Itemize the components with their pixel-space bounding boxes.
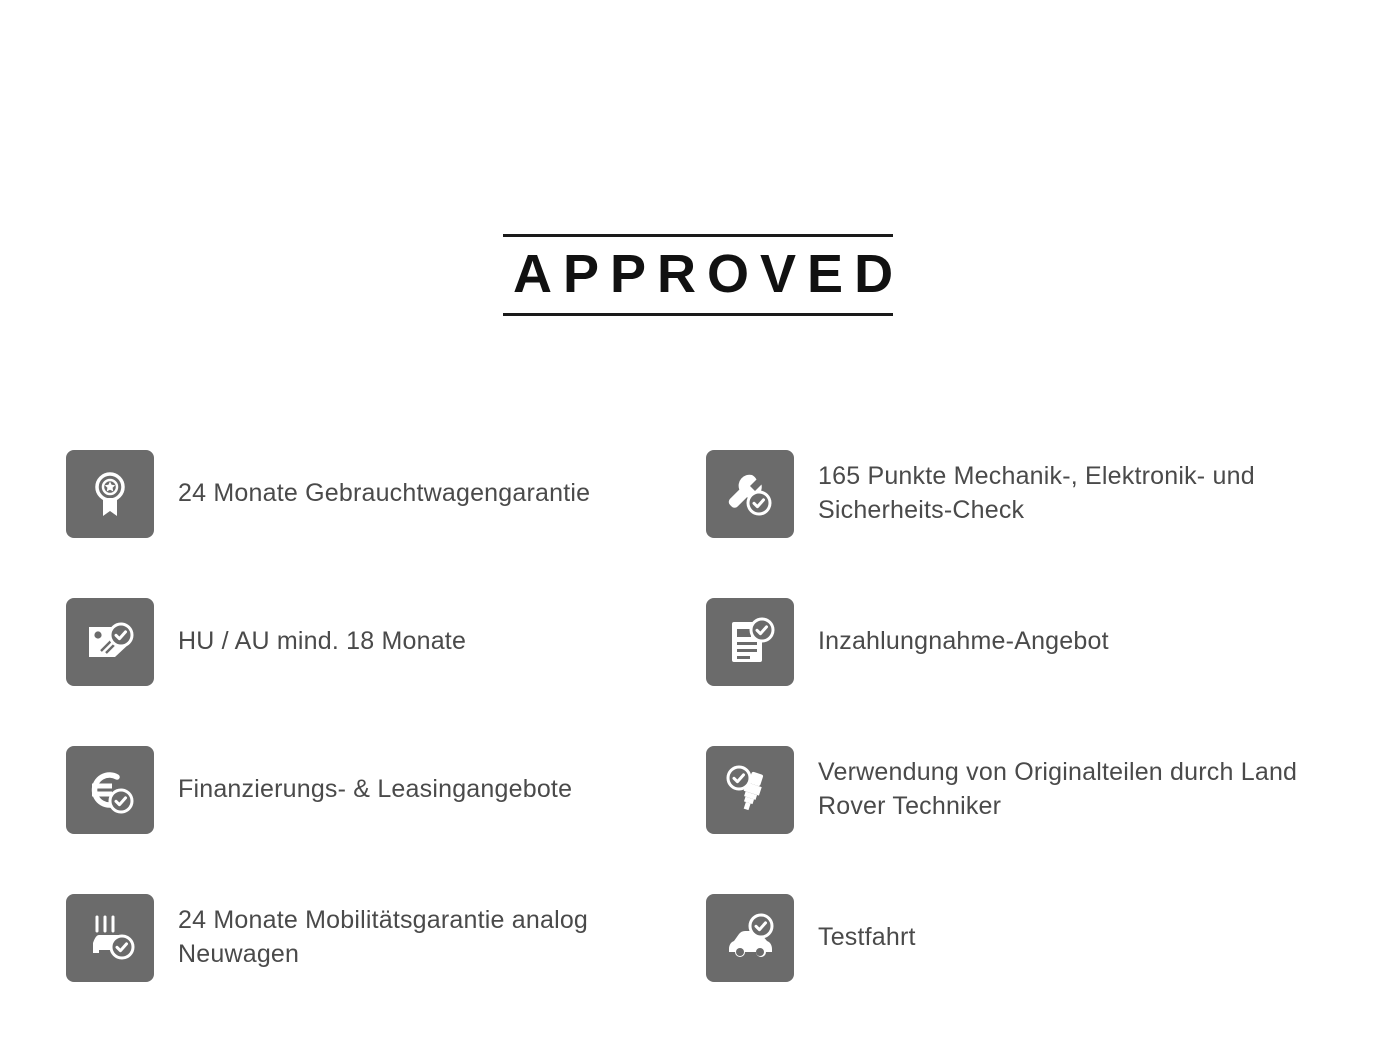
feature-label: 24 Monate Gebrauchtwagengarantie xyxy=(178,479,591,508)
tag-check-icon xyxy=(66,598,154,686)
approved-title-block xyxy=(503,234,905,316)
feature-item-test-drive xyxy=(706,864,1336,1012)
feature-item-hu-au xyxy=(66,568,706,716)
feature-item-trade-in xyxy=(706,568,1336,716)
warranty-seal-icon xyxy=(66,450,154,538)
title-rule-bottom xyxy=(503,313,893,316)
feature-item-check-points xyxy=(706,420,1336,568)
spark-plug-check-icon xyxy=(706,746,794,834)
feature-item-mobility xyxy=(66,864,706,1012)
feature-grid xyxy=(66,420,1336,1012)
feature-label: Finanzierungs- & Leasingangebote xyxy=(178,775,573,804)
feature-label: 24 Monate Mobilitätsgarantie analog Neuwagen xyxy=(178,906,589,968)
page-header xyxy=(0,234,1396,316)
feature-label: Testfahrt xyxy=(818,923,916,952)
feature-item-original-parts xyxy=(706,716,1336,864)
car-check-icon xyxy=(706,894,794,982)
wrench-check-icon xyxy=(706,450,794,538)
feature-label: Inzahlungnahme-Angebot xyxy=(818,627,1109,656)
feature-label: 165 Punkte Mechanik-, Elektronik- und Sicherheits-Check xyxy=(818,462,1255,524)
feature-item-financing xyxy=(66,716,706,864)
car-mobility-check-icon xyxy=(66,894,154,982)
feature-item-warranty xyxy=(66,420,706,568)
feature-label: Verwendung von Originalteilen durch Land Rover Techniker xyxy=(818,758,1298,820)
page-title: APPROVED xyxy=(513,244,905,304)
euro-check-icon xyxy=(66,746,154,834)
feature-label: HU / AU mind. 18 Monate xyxy=(178,627,467,656)
document-check-icon xyxy=(706,598,794,686)
